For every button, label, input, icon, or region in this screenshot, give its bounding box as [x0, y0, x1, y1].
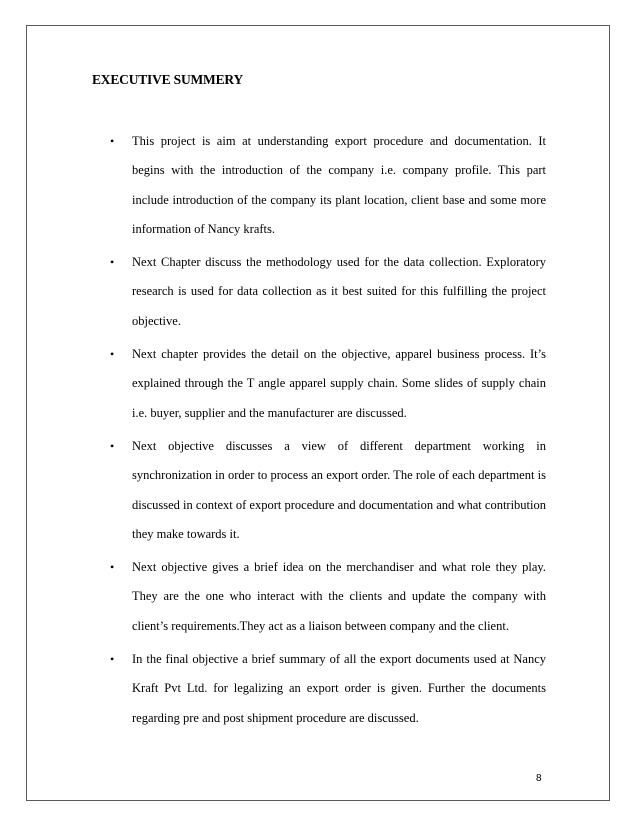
page-number: 8 [536, 773, 542, 784]
list-item [110, 432, 546, 549]
list-item [110, 340, 546, 428]
list-item-text: This project is aim at understanding export procedure and documentation. It begins with the introduction of the company i.e. company profile. This part include introduction of the company its plant location, client base and some more information of Nancy krafts. [132, 134, 546, 236]
bullet-icon: • [110, 560, 115, 575]
bullet-icon: • [110, 652, 115, 667]
list-item-text: Next chapter provides the detail on the objective, apparel business process. It’s explained through the T angle apparel supply chain. Some slides of supply chain i.e. buyer, supplier and the manufacturer are discussed. [132, 347, 546, 420]
list-item [110, 553, 546, 641]
list-item-text: Next Chapter discuss the methodology used for the data collection. Exploratory research is used for data collection as it best suited for this fulfilling the project objective. [132, 255, 546, 328]
summary-bullet-list [110, 127, 546, 737]
bullet-icon: • [110, 134, 115, 148]
bullet-icon: • [110, 438, 115, 453]
bullet-icon: • [110, 347, 115, 362]
section-heading: EXECUTIVE SUMMERY [92, 72, 244, 87]
list-item [110, 248, 546, 336]
list-item [110, 127, 546, 244]
list-item-text: In the final objective a brief summary of all the export documents used at Nancy Kraft Pvt Ltd. for legalizing an export order is given. Further the documents regarding pre and post shipment procedure are discussed. [132, 652, 546, 725]
list-item-text: Next objective gives a brief idea on the merchandiser and what role they play. They are the one who interact with the clients and update the company with client’s requirements.They act as a liaison between company and the client. [132, 560, 546, 633]
bullet-icon: • [110, 255, 115, 270]
list-item-text: Next objective discusses a view of different department working in synchronization in order to process an export order. The role of each department is discussed in context of export procedure and documentation and what contribution they make towards it. [132, 438, 546, 541]
list-item [110, 645, 546, 733]
